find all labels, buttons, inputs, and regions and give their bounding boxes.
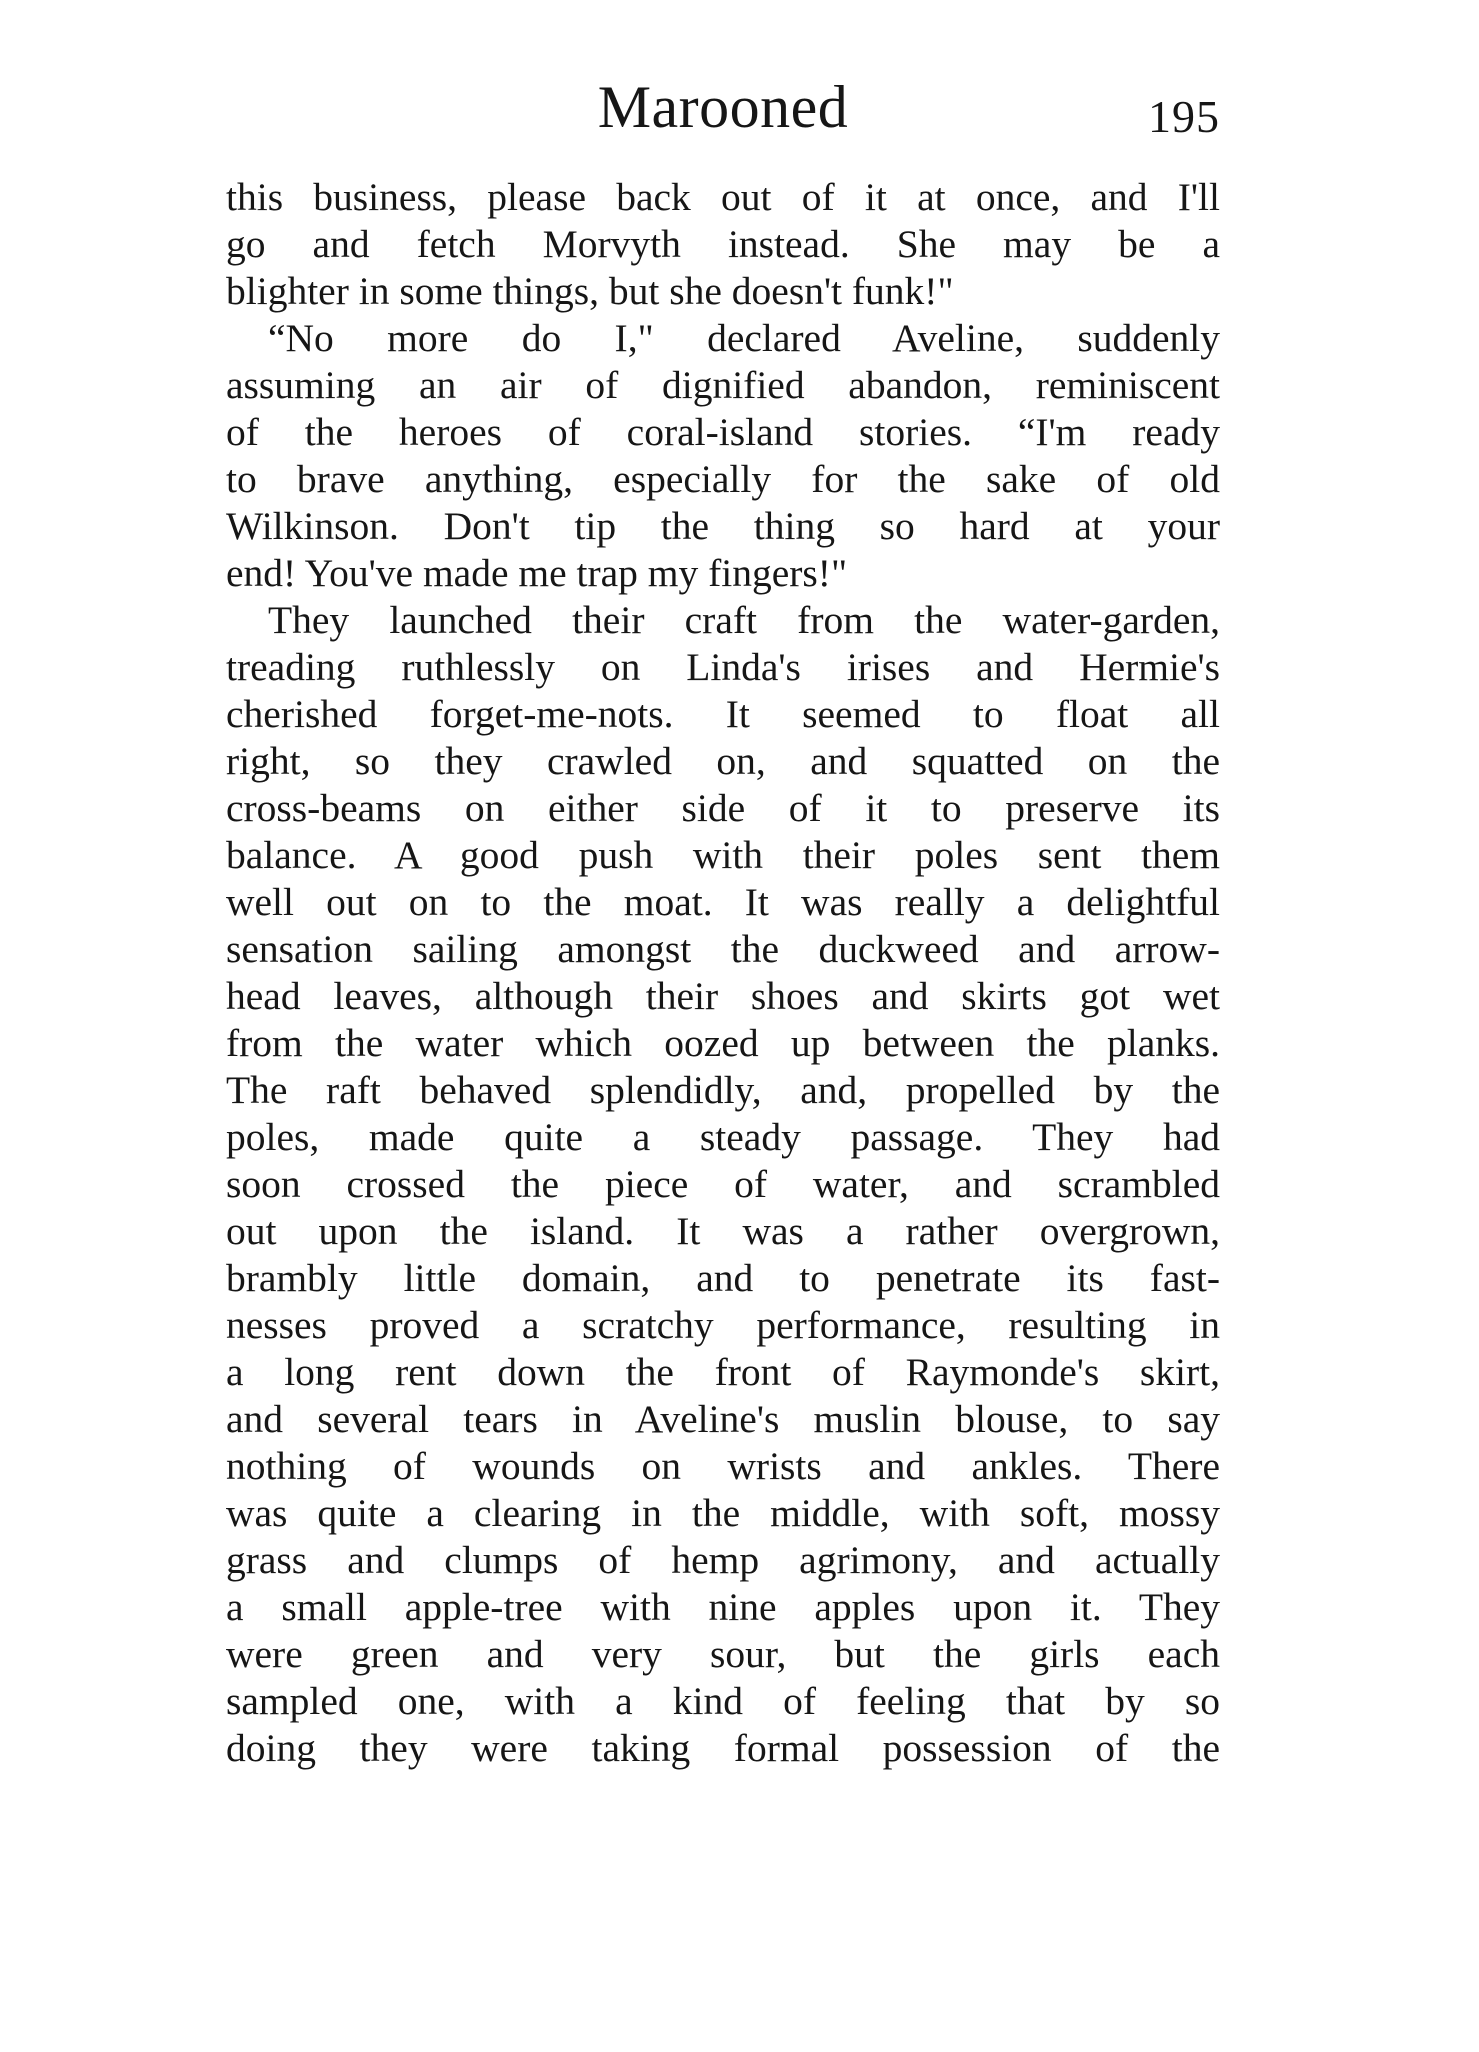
text-line: a long rent down the front of Raymonde's skirt, [226, 1350, 1220, 1394]
text-line: sampled one, with a kind of feeling that by so [226, 1679, 1220, 1723]
page-number: 195 [1148, 91, 1220, 142]
text-line: brambly little domain, and to penetrate its fast- [226, 1256, 1220, 1300]
text-line: to brave anything, especially for the sake of old [226, 457, 1220, 501]
text-line: blighter in some things, but she doesn't funk!" [226, 269, 954, 313]
text-line: right, so they crawled on, and squatted on the [226, 739, 1220, 783]
text-line: balance. A good push with their poles sent them [226, 833, 1220, 877]
text-line: soon crossed the piece of water, and scrambled [226, 1162, 1220, 1206]
text-line: end! You've made me trap my fingers!" [226, 551, 848, 595]
body-text [226, 174, 1220, 1772]
text-line: doing they were taking formal possession of the [226, 1726, 1220, 1770]
text-line: nesses proved a scratchy performance, resulting in [226, 1303, 1220, 1347]
text-line: nothing of wounds on wrists and ankles. There [226, 1444, 1220, 1488]
running-title: Marooned [597, 74, 849, 140]
text-line: The raft behaved splendidly, and, propelled by the [226, 1068, 1220, 1112]
text-line: out upon the island. It was a rather overgrown, [226, 1209, 1220, 1253]
paragraph-first-line: “No more do I," declared Aveline, suddenly [268, 316, 1220, 360]
text-line: go and fetch Morvyth instead. She may be a [226, 222, 1220, 266]
text-line: and several tears in Aveline's muslin blouse, to say [226, 1397, 1220, 1441]
text-line: head leaves, although their shoes and skirts got wet [226, 974, 1220, 1018]
text-line: of the heroes of coral-island stories. “I'm ready [226, 410, 1220, 454]
text-line: cherished forget-me-nots. It seemed to float all [226, 692, 1220, 736]
text-line: this business, please back out of it at once, and I'll [226, 175, 1220, 219]
text-line: treading ruthlessly on Linda's irises and Hermie's [226, 645, 1220, 689]
paragraph-first-line: They launched their craft from the water-garden, [268, 598, 1220, 642]
text-line: cross-beams on either side of it to preserve its [226, 786, 1220, 830]
text-line: assuming an air of dignified abandon, reminiscent [226, 363, 1220, 407]
text-line: sensation sailing amongst the duckweed and arrow- [226, 927, 1220, 971]
text-line: poles, made quite a steady passage. They had [226, 1115, 1220, 1159]
running-head [226, 72, 1220, 142]
text-line: from the water which oozed up between the planks. [226, 1021, 1220, 1065]
text-line: was quite a clearing in the middle, with soft, mossy [226, 1491, 1220, 1535]
text-line: Wilkinson. Don't tip the thing so hard at your [226, 504, 1220, 548]
text-line: a small apple-tree with nine apples upon it. They [226, 1585, 1220, 1629]
text-line: grass and clumps of hemp agrimony, and actually [226, 1538, 1220, 1582]
text-line: well out on to the moat. It was really a delightful [226, 880, 1220, 924]
text-line: were green and very sour, but the girls each [226, 1632, 1220, 1676]
